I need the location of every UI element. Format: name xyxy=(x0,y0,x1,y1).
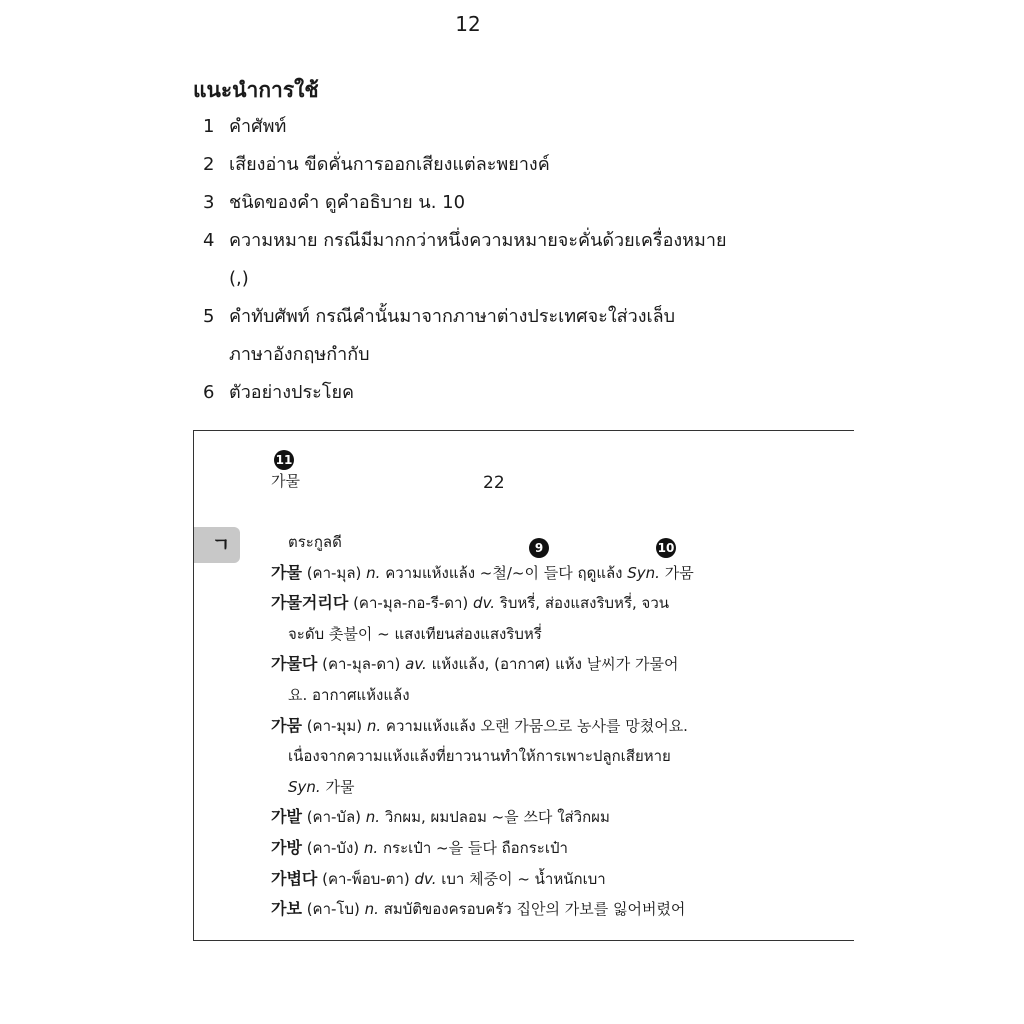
entry-continuation: เนื่องจากความแห้งแล้งที่ยาวนานทำให้การเพาะปลูกเสียหาย xyxy=(288,747,671,766)
guide-item xyxy=(203,374,803,412)
definition: วิกผม, ผมปลอม ~을 쓰다 ใส่วิกผม xyxy=(384,808,610,827)
definition: สมบัติของครอบครัว 집안의 가보를 잃어버렸어 xyxy=(383,900,686,919)
guide-item-number: 4 xyxy=(203,230,215,251)
part-of-speech: n. xyxy=(366,563,381,582)
guide-item-number xyxy=(203,260,229,298)
synonym-word: 가물 xyxy=(325,777,355,796)
marker-9: 9 xyxy=(529,538,549,558)
dictionary-entry xyxy=(271,833,771,864)
headword: 가보 xyxy=(271,899,302,919)
definition: แห้งแล้ง, (อากาศ) แห้ง 날씨가 가물어 xyxy=(431,655,679,674)
guide-item-number: 6 xyxy=(203,382,215,403)
part-of-speech: n. xyxy=(366,716,382,735)
guide-item-number: 3 xyxy=(203,192,215,213)
synonym-label: Syn. xyxy=(288,777,321,796)
entry-continuation xyxy=(271,772,771,803)
guide-item-continued xyxy=(203,260,803,298)
part-of-speech: av. xyxy=(405,655,427,674)
page-number: 12 xyxy=(455,12,481,36)
entry-continuation: ตระกูลดี xyxy=(288,533,342,551)
guide-item xyxy=(203,298,803,336)
definition: ความแห้งแล้ง ~철/~이 들다 ฤดูแล้ง xyxy=(385,563,623,582)
guide-item-text: ตัวอย่างประโยค xyxy=(229,382,355,403)
guide-item-text: เสียงอ่าน ขีดคั่นการออกเสียงแต่ละพยางค์ xyxy=(229,154,550,175)
headword: 가물거리다 xyxy=(271,593,349,613)
guide-item xyxy=(203,146,803,184)
headword: 가방 xyxy=(271,837,302,857)
definition: ความแห้งแล้ง 오랜 가뭄으로 농사를 망쳤어요. xyxy=(385,716,688,735)
guide-item-number xyxy=(203,336,229,374)
sample-page-number: 22 xyxy=(483,473,505,493)
dictionary-entry xyxy=(271,802,771,833)
definition: ริบหรี่, ส่องแสงริบหรี่, จวน xyxy=(499,594,669,613)
dictionary-entry xyxy=(271,864,771,895)
guide-item-text: ชนิดของคำ ดูคำอธิบาย น. 10 xyxy=(229,192,466,213)
headword: 가뭄 xyxy=(271,715,302,735)
marker-10: 10 xyxy=(656,538,676,558)
headword: 가볍다 xyxy=(271,868,318,888)
marker-11: 11 xyxy=(274,450,294,470)
pronunciation: (คา-โบ) xyxy=(306,900,360,919)
guide-title: แนะนำการใช้ xyxy=(193,78,319,102)
dictionary-entries xyxy=(271,527,771,925)
part-of-speech: dv. xyxy=(414,869,437,888)
pronunciation: (คา-มุล-กอ-รี-ดา) xyxy=(353,594,469,613)
guide-item-text: คำทับศัพท์ กรณีคำนั้นมาจากภาษาต่างประเทศจะใส่วงเล็บ xyxy=(229,306,676,327)
definition: เบา 체중이 ~ น้ำหนักเบา xyxy=(441,869,606,888)
pronunciation: (คา-บัง) xyxy=(306,838,360,857)
entry-continuation: จะดับ 촛불이 ~ แสงเทียนส่องแสงริบหรี่ xyxy=(288,624,542,643)
guide-item-text: คำศัพท์ xyxy=(229,116,287,137)
dictionary-entry xyxy=(271,588,771,619)
definition: กระเป๋า ~을 들다 ถือกระเป๋า xyxy=(382,838,568,857)
page-edge xyxy=(854,420,1024,960)
guide-item-text: ความหมาย กรณีมีมากกว่าหนึ่งความหมายจะคั่นด้วยเครื่องหมาย xyxy=(229,230,727,251)
dictionary-entry xyxy=(271,894,771,925)
pronunciation: (คา-มุล) xyxy=(306,563,362,582)
headword: 가물 xyxy=(271,562,302,582)
part-of-speech: dv. xyxy=(473,594,495,613)
dictionary-entry xyxy=(271,558,771,589)
guide-item-text: ภาษาอังกฤษกำกับ xyxy=(229,344,370,365)
dictionary-entry xyxy=(271,649,771,680)
synonym-label: Syn. xyxy=(627,563,660,582)
part-of-speech: n. xyxy=(364,900,379,919)
entry-continuation: 요. อากาศแห้งแล้ง xyxy=(288,685,410,704)
guide-item-number: 2 xyxy=(203,154,215,175)
guide-item-number: 1 xyxy=(203,116,215,137)
guide-item-number: 5 xyxy=(203,306,215,327)
pronunciation: (คา-บัล) xyxy=(306,808,361,827)
guide-item-continued xyxy=(203,336,803,374)
pronunciation: (คา-มุม) xyxy=(306,716,363,735)
guide-item xyxy=(203,184,803,222)
guide-list xyxy=(203,108,803,412)
dictionary-entry xyxy=(271,711,771,742)
headword: 가물다 xyxy=(271,654,318,674)
running-head: 가물 xyxy=(271,472,300,490)
pronunciation: (คา-มุล-ดา) xyxy=(322,655,401,674)
pronunciation: (คา-พ็อบ-ตา) xyxy=(322,869,410,888)
thumb-index-tab: ㄱ xyxy=(194,527,240,563)
part-of-speech: n. xyxy=(363,838,379,857)
synonym-word: 가뭄 xyxy=(664,563,694,582)
guide-item xyxy=(203,108,803,146)
part-of-speech: n. xyxy=(365,808,381,827)
guide-item-text: (,) xyxy=(229,268,249,289)
guide-item xyxy=(203,222,803,260)
headword: 가발 xyxy=(271,807,302,827)
